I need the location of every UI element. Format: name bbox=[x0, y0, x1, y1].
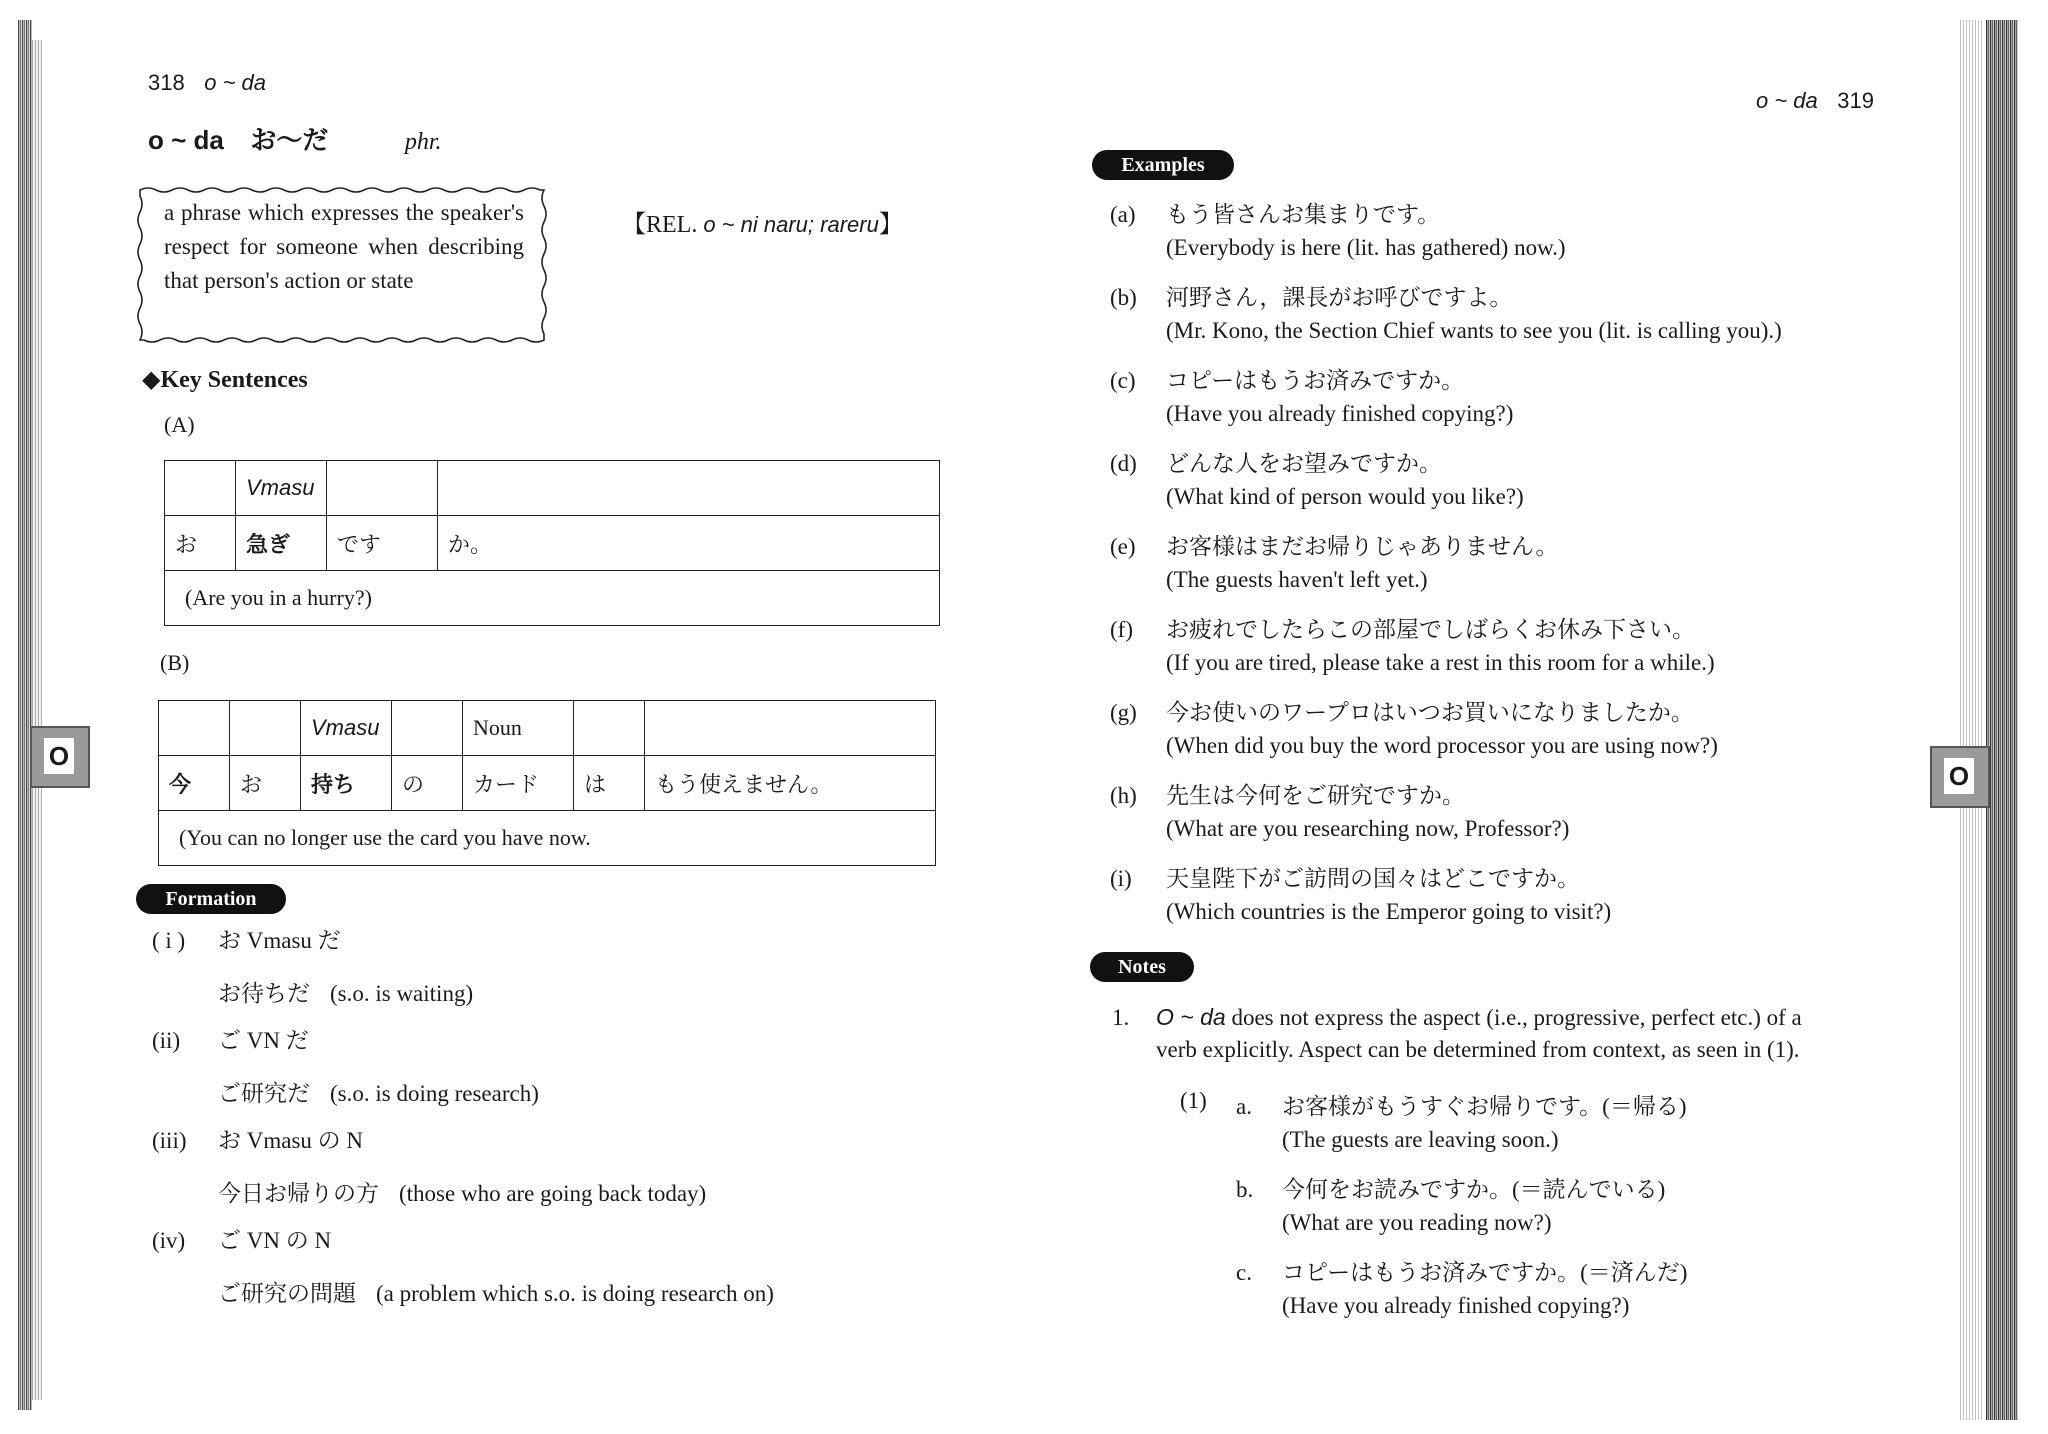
right-binding-edge bbox=[1986, 20, 2018, 1420]
example-item bbox=[1110, 860, 1910, 943]
example-item bbox=[1110, 279, 1910, 362]
left-binding-shadow bbox=[32, 40, 42, 1400]
thumb-tab-letter: O bbox=[44, 738, 74, 774]
example-jp: コピーはもうお済みですか。 bbox=[1166, 368, 1465, 393]
example-item bbox=[1110, 694, 1910, 777]
definition-text: a phrase which expresses the speaker's respect for someone when describing that person's action or state bbox=[164, 200, 524, 293]
note-example-jp: コピーはもうお済みですか。(＝済んだ) bbox=[1282, 1260, 1688, 1285]
example-id: (h) bbox=[1110, 783, 1137, 808]
key-sentences-heading: ◆Key Sentences bbox=[142, 367, 308, 393]
example-jp: お客様はまだお帰りじゃありません。 bbox=[1166, 534, 1559, 559]
formation-list bbox=[152, 922, 852, 1322]
example-en: (Everybody is here (lit. has gathered) now.) bbox=[1166, 235, 1566, 260]
table-cell: Vmasu bbox=[301, 701, 392, 756]
page-number: 318 bbox=[148, 70, 185, 95]
table-cell: もう使えません。 bbox=[645, 756, 936, 811]
table-translation: (You can no longer use the card you have now. bbox=[159, 811, 936, 866]
key-sentence-a-table bbox=[164, 460, 940, 626]
table-cell: 持ち bbox=[301, 756, 392, 811]
table-cell bbox=[159, 701, 230, 756]
rel-bracket-close: 】 bbox=[878, 212, 903, 238]
note-num: 1. bbox=[1112, 1005, 1130, 1030]
formation-example: ご研究の問題 bbox=[218, 1281, 356, 1306]
formation-gloss: (s.o. is doing research) bbox=[330, 1081, 539, 1106]
running-title: o ~ da bbox=[204, 70, 266, 95]
formation-item bbox=[152, 1222, 852, 1322]
formation-item bbox=[152, 1122, 852, 1222]
table-cell bbox=[438, 461, 940, 516]
example-jp: 河野さん，課長がお呼びですよ。 bbox=[1166, 285, 1513, 310]
formation-gloss: (s.o. is waiting) bbox=[330, 981, 474, 1006]
note-example-letter: b. bbox=[1236, 1177, 1254, 1202]
running-title: o ~ da bbox=[1756, 88, 1818, 113]
formation-example: 今日お帰りの方 bbox=[218, 1181, 379, 1206]
table-cell bbox=[645, 701, 936, 756]
table-cell bbox=[327, 461, 438, 516]
table-cell: お bbox=[230, 756, 301, 811]
right-running-head bbox=[1756, 88, 1874, 114]
formation-pattern: お Vmasu だ bbox=[218, 928, 341, 953]
note-text: verb explicitly. Aspect can be determined from context, as seen in (1). bbox=[1156, 1037, 1800, 1062]
example-en: (The guests haven't left yet.) bbox=[1166, 567, 1428, 592]
note-example-letter: c. bbox=[1236, 1260, 1252, 1285]
example-item bbox=[1110, 362, 1910, 445]
formation-pattern: ご VN の N bbox=[218, 1228, 332, 1253]
example-en: (Have you already finished copying?) bbox=[1166, 401, 1514, 426]
entry-pos: phr. bbox=[404, 129, 442, 155]
note-lead-term: O ~ da bbox=[1156, 1004, 1226, 1030]
right-binding-shadow bbox=[1960, 20, 1984, 1420]
example-item bbox=[1110, 611, 1910, 694]
example-en: (If you are tired, please take a rest in this room for a while.) bbox=[1166, 650, 1715, 675]
example-id: (i) bbox=[1110, 866, 1132, 891]
formation-num: ( i ) bbox=[152, 928, 186, 953]
table-cell: 急ぎ bbox=[236, 516, 327, 571]
note-example-en: (What are you reading now?) bbox=[1282, 1210, 1552, 1235]
left-thumb-tab bbox=[30, 726, 90, 788]
key-sentence-b-label: (B) bbox=[160, 650, 190, 675]
example-id: (d) bbox=[1110, 451, 1137, 476]
example-id: (f) bbox=[1110, 617, 1133, 642]
formation-num: (iv) bbox=[152, 1228, 186, 1253]
note-example-jp: お客様がもうすぐお帰りです。(＝帰る) bbox=[1282, 1094, 1687, 1119]
formation-gloss: (a problem which s.o. is doing research on) bbox=[376, 1281, 774, 1306]
table-cell bbox=[165, 461, 236, 516]
note-example-en: (Have you already finished copying?) bbox=[1282, 1293, 1630, 1318]
table-cell: は bbox=[574, 756, 645, 811]
example-jp: もう皆さんお集まりです。 bbox=[1166, 202, 1441, 227]
example-jp: 先生は今何をご研究ですか。 bbox=[1166, 783, 1465, 808]
thumb-tab-letter: O bbox=[1944, 758, 1974, 794]
example-jp: 今お使いのワープロはいつお買いになりましたか。 bbox=[1166, 700, 1694, 725]
table-cell bbox=[230, 701, 301, 756]
note-example-letter: a. bbox=[1236, 1094, 1252, 1119]
formation-label: Formation bbox=[136, 884, 286, 914]
table-cell: の bbox=[392, 756, 463, 811]
example-item bbox=[1110, 445, 1910, 528]
table-cell bbox=[392, 701, 463, 756]
formation-example: お待ちだ bbox=[218, 981, 310, 1006]
key-sentence-a-label: (A) bbox=[164, 412, 195, 437]
example-en: (Mr. Kono, the Section Chief wants to see you (lit. is calling you).) bbox=[1166, 318, 1782, 343]
table-cell: です bbox=[327, 516, 438, 571]
example-id: (e) bbox=[1110, 534, 1136, 559]
entry-heading bbox=[148, 120, 442, 157]
left-running-head bbox=[148, 70, 266, 96]
rel-bracket-open: 【 bbox=[622, 212, 646, 238]
example-id: (c) bbox=[1110, 368, 1136, 393]
entry-romaji: o ~ da bbox=[148, 125, 224, 155]
table-cell: Vmasu bbox=[236, 461, 327, 516]
example-jp: どんな人をお望みですか。 bbox=[1166, 451, 1442, 476]
examples-list bbox=[1110, 196, 1910, 943]
entry-kana: お〜だ bbox=[250, 126, 329, 155]
example-jp: 天皇陛下がご訪問の国々はどこですか。 bbox=[1166, 866, 1580, 891]
example-item bbox=[1110, 196, 1910, 279]
note-example-en: (The guests are leaving soon.) bbox=[1282, 1127, 1559, 1152]
rel-prefix: REL. bbox=[646, 212, 698, 238]
example-en: (What kind of person would you like?) bbox=[1166, 484, 1524, 509]
examples-label: Examples bbox=[1092, 150, 1234, 180]
formation-num: (iii) bbox=[152, 1128, 187, 1153]
note-1 bbox=[1112, 1004, 1902, 1063]
formation-gloss: (those who are going back today) bbox=[399, 1181, 707, 1206]
formation-pattern: お Vmasu の N bbox=[218, 1128, 364, 1153]
formation-num: (ii) bbox=[152, 1028, 181, 1053]
left-binding-edge bbox=[18, 20, 32, 1410]
note-example-item bbox=[1236, 1254, 1856, 1319]
rel-line bbox=[622, 204, 903, 239]
example-id: (a) bbox=[1110, 202, 1136, 227]
example-item bbox=[1110, 528, 1910, 611]
key-sentence-b-table bbox=[158, 700, 936, 866]
note-text: does not express the aspect (i.e., progressive, perfect etc.) of a bbox=[1225, 1005, 1802, 1030]
table-cell: お bbox=[165, 516, 236, 571]
note-example-num: (1) bbox=[1180, 1088, 1207, 1113]
formation-item bbox=[152, 922, 852, 1022]
note-example-item bbox=[1236, 1088, 1856, 1153]
note-example-item bbox=[1236, 1171, 1856, 1236]
table-cell bbox=[574, 701, 645, 756]
table-cell: Noun bbox=[463, 701, 574, 756]
example-id: (b) bbox=[1110, 285, 1137, 310]
example-en: (What are you researching now, Professor?) bbox=[1166, 816, 1570, 841]
right-thumb-tab bbox=[1930, 746, 1990, 808]
table-cell: カード bbox=[463, 756, 574, 811]
example-en: (When did you buy the word processor you are using now?) bbox=[1166, 733, 1718, 758]
example-jp: お疲れでしたらこの部屋でしばらくお休み下さい。 bbox=[1166, 617, 1695, 642]
example-id: (g) bbox=[1110, 700, 1137, 725]
formation-item bbox=[152, 1022, 852, 1122]
formation-pattern: ご VN だ bbox=[218, 1028, 309, 1053]
table-translation: (Are you in a hurry?) bbox=[165, 571, 940, 626]
example-item bbox=[1110, 777, 1910, 860]
table-cell: か。 bbox=[438, 516, 940, 571]
page-number: 319 bbox=[1837, 88, 1874, 113]
example-en: (Which countries is the Emperor going to visit?) bbox=[1166, 899, 1612, 924]
notes-label: Notes bbox=[1090, 952, 1194, 982]
rel-items: o ~ ni naru; rareru bbox=[703, 212, 879, 237]
table-cell: 今 bbox=[159, 756, 230, 811]
formation-example: ご研究だ bbox=[218, 1081, 310, 1106]
note-example-jp: 今何をお読みですか。(＝読んでいる) bbox=[1282, 1177, 1666, 1202]
